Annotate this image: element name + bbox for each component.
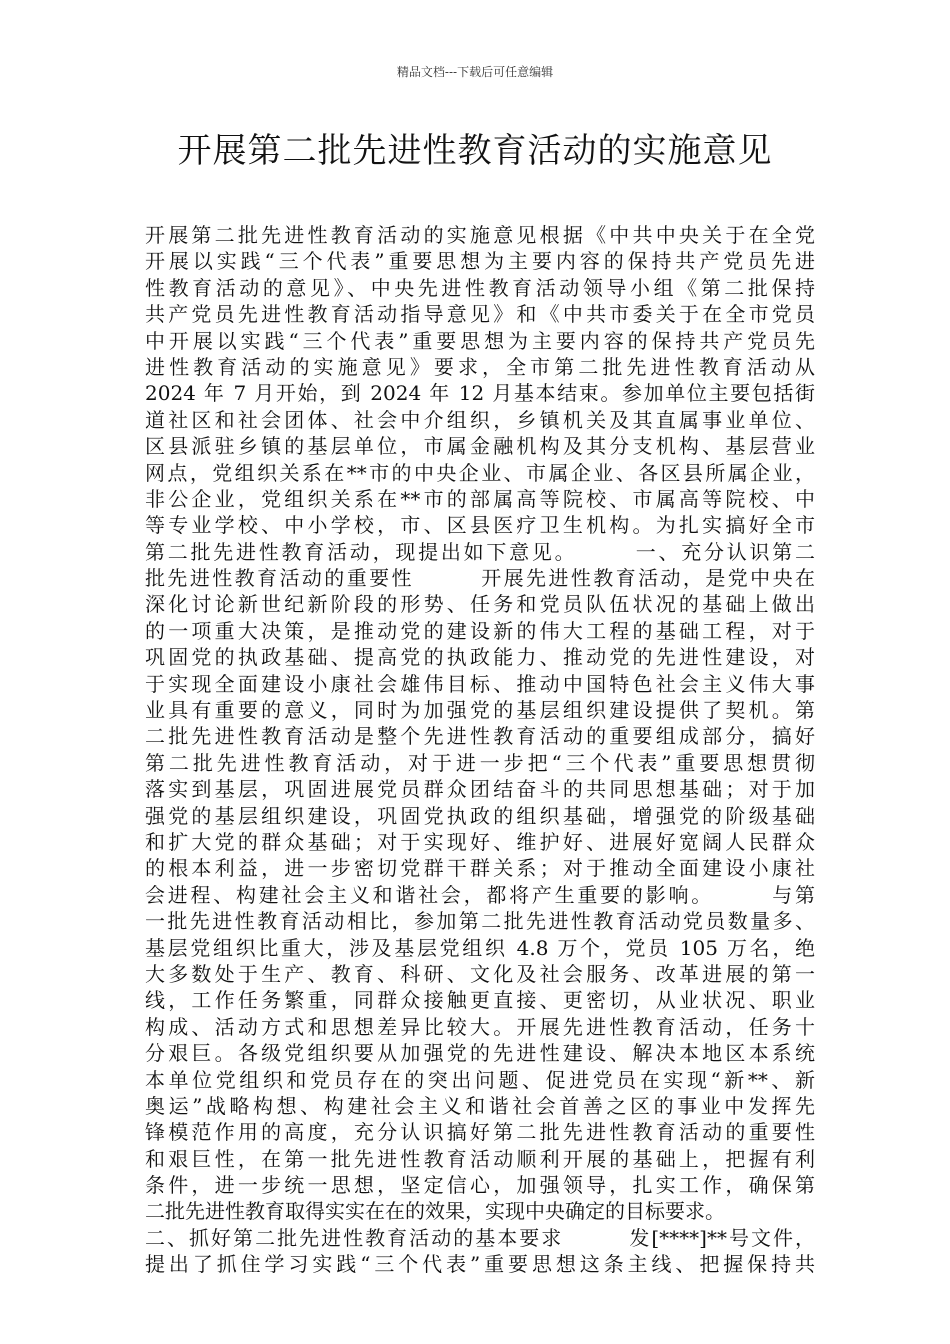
- body-line: 于实现全面建设小康社会雄伟目标、推动中国特色社会主义伟大事: [145, 671, 815, 696]
- body-line: 批先进性教育活动的重要性 开展先进性教育活动，是党中央在: [145, 566, 815, 591]
- body-line: 基层党组织比重大，涉及基层党组织 4.8 万个，党员 105 万名，绝: [145, 935, 815, 960]
- body-line: 中开展以实践“三个代表”重要思想为主要内容的保持共产党员先: [145, 328, 815, 353]
- body-line: 本单位党组织和党员存在的突出问题、促进党员在实现“新**、新: [145, 1067, 815, 1092]
- body-line: 锋模范作用的高度，充分认识搞好第二批先进性教育活动的重要性: [145, 1120, 815, 1145]
- body-line: 和艰巨性，在第一批先进性教育活动顺利开展的基础上，把握有利: [145, 1146, 815, 1171]
- body-line: 提出了抓住学习实践“三个代表”重要思想这条主线、把握保持共: [145, 1252, 815, 1277]
- body-line: 大多数处于生产、教育、科研、文化及社会服务、改革进展的第一: [145, 961, 815, 986]
- body-line: 二批先进性教育取得实实在在的效果，实现中央确定的目标要求。: [145, 1199, 725, 1224]
- body-line: 分艰巨。各级党组织要从加强党的先进性建设、解决本地区本系统: [145, 1041, 815, 1066]
- document-title: 开展第二批先进性教育活动的实施意见: [177, 131, 773, 171]
- body-line: 第二批先进性教育活动，现提出如下意见。 一、充分认识第二: [145, 539, 815, 564]
- body-line: 等专业学校、中小学校，市、区县医疗卫生机构。为扎实搞好全市: [145, 513, 815, 538]
- page-header-caption: 精品文档---下载后可任意编辑: [396, 65, 554, 79]
- body-line: 网点，党组织关系在**市的中央企业、市属企业、各区县所属企业，: [145, 460, 815, 485]
- body-line: 强党的基层组织建设，巩固党执政的组织基础，增强党的阶级基础: [145, 803, 815, 828]
- body-line: 业具有重要的意义，同时为加强党的基层组织建设提供了契机。第: [145, 698, 815, 723]
- body-line: 线，工作任务繁重，同群众接触更直接、更密切，从业状况、职业: [145, 988, 815, 1013]
- body-line: 第二批先进性教育活动，对于进一步把“三个代表”重要思想贯彻: [145, 750, 815, 775]
- document-body: [145, 222, 815, 1278]
- body-line: 会进程、构建社会主义和谐社会，都将产生重要的影响。 与第: [145, 882, 815, 907]
- body-line: 性教育活动的意见》、中央先进性教育活动领导小组《第二批保持: [145, 275, 815, 300]
- body-line: 巩固党的执政基础、提高党的执政能力、推动党的先进性建设，对: [145, 645, 815, 670]
- body-line: 非公企业，党组织关系在**市的部属高等院校、市属高等院校、中: [145, 486, 815, 511]
- body-line: 区县派驻乡镇的基层单位，市属金融机构及其分支机构、基层营业: [145, 434, 815, 459]
- body-line: 2024 年 7 月开始，到 2024 年 12 月基本结束。参加单位主要包括街: [145, 381, 815, 406]
- body-line: 开展以实践“三个代表”重要思想为主要内容的保持共产党员先进: [145, 249, 815, 274]
- body-line: 条件，进一步统一思想，坚定信心，加强领导，扎实工作，确保第: [145, 1173, 815, 1198]
- body-line: 落实到基层，巩固进展党员群众团结奋斗的共同思想基础；对于加: [145, 777, 815, 802]
- body-line: 奥运”战略构想、构建社会主义和谐社会首善之区的事业中发挥先: [145, 1093, 815, 1118]
- body-line: 和扩大党的群众基础；对于实现好、维护好、进展好宽阔人民群众: [145, 829, 815, 854]
- body-line: 进性教育活动的实施意见》要求，全市第二批先进性教育活动从: [145, 354, 815, 379]
- body-line: 的根本利益，进一步密切党群干群关系；对于推动全面建设小康社: [145, 856, 815, 881]
- body-line: 的一项重大决策，是推动党的建设新的伟大工程的基础工程，对于: [145, 618, 815, 643]
- body-line: 共产党员先进性教育活动指导意见》和《中共市委关于在全市党员: [145, 302, 815, 327]
- body-line: 一批先进性教育活动相比，参加第二批先进性教育活动党员数量多、: [145, 909, 815, 934]
- body-line: 道社区和社会团体、社会中介组织，乡镇机关及其直属事业单位、: [145, 407, 815, 432]
- body-line: 开展第二批先进性教育活动的实施意见根据《中共中央关于在全党: [145, 223, 815, 247]
- body-line: 构成、活动方式和思想差异比较大。开展先进性教育活动，任务十: [145, 1014, 815, 1039]
- body-line: 二、抓好第二批先进性教育活动的基本要求 发[****]**号文件，: [145, 1225, 815, 1250]
- body-line: 二批先进性教育活动是整个先进性教育活动的重要组成部分，搞好: [145, 724, 815, 749]
- body-line: 深化讨论新世纪新阶段的形势、任务和党员队伍状况的基础上做出: [145, 592, 815, 617]
